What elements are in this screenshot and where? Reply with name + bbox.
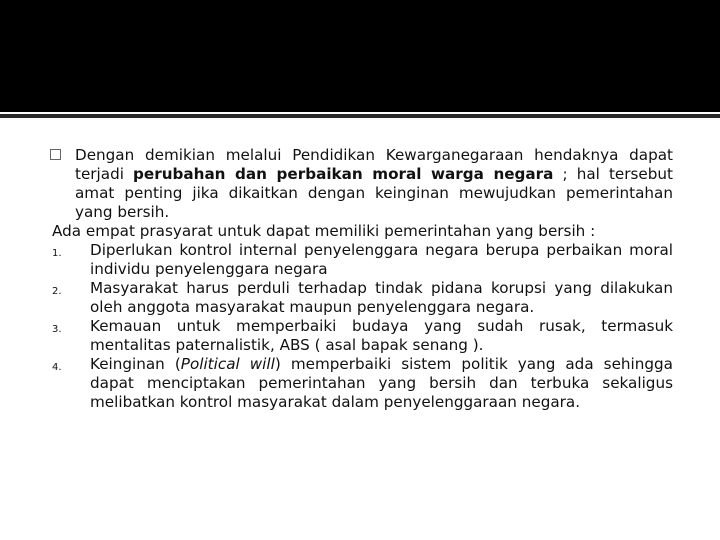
- item-number: 4.: [52, 362, 62, 373]
- item-text: Masyarakat harus perduli terhadap tindak pidana korupsi yang dilakukan oleh anggota masyarakat maupun penyelenggara negara.: [90, 279, 673, 316]
- item-text-post: ) memperbaiki sistem politik yang ada sehingga dapat menciptakan pemerintahan yang bersih dan terbuka sekaligus melibatkan kontrol masyarakat dalam penyelenggaraan negara.: [90, 355, 673, 411]
- item-text-pre: Keinginan (: [90, 355, 181, 373]
- title-band: [0, 0, 720, 112]
- item-text: Diperlukan kontrol internal penyelenggara negara berupa perbaikan moral individu penyelenggara negara: [90, 241, 673, 278]
- divider-line: [0, 114, 720, 118]
- item-text: Kemauan untuk memperbaiki budaya yang sudah rusak, termasuk mentalitas paternalistik, ABS ( asal bapak senang ).: [90, 317, 673, 354]
- list-item: [52, 355, 673, 412]
- bullet-text-part1: Dengan demikian melalui Pendidikan Kewarganegaraan hendaknya dapat terjadi: [75, 146, 673, 183]
- item-text-italic: Political will: [180, 355, 275, 373]
- bullet-text-part2: ; hal tersebut amat penting jika dikaitkan dengan keinginan mewujudkan pemerintahan yang bersih.: [75, 165, 673, 221]
- intro-line: Ada empat prasyarat untuk dapat memiliki pemerintahan yang bersih :: [52, 222, 596, 240]
- list-item: [52, 279, 673, 317]
- slide-body: [52, 146, 673, 412]
- item-number: 2.: [52, 286, 62, 297]
- bullet-paragraph: [52, 146, 673, 222]
- item-number: 3.: [52, 324, 62, 335]
- list-item: [52, 317, 673, 355]
- item-number: 1.: [52, 248, 62, 259]
- list-item: [52, 241, 673, 279]
- square-bullet-icon: [50, 149, 61, 160]
- bullet-text-bold: perubahan dan perbaikan moral warga negara: [133, 165, 554, 183]
